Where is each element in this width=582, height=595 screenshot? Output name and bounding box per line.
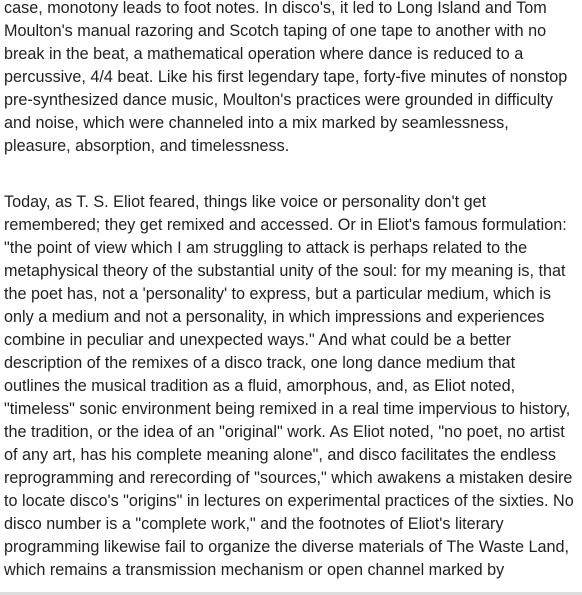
- paragraph-2: [4, 191, 582, 582]
- paragraph-line: remembered; they get remixed and accessed. Or in Eliot's famous formulation:: [4, 216, 567, 234]
- paragraph-line: programming likewise fail to organize the diverse materials of The Waste Land,: [4, 538, 570, 556]
- paragraph-line: "timeless" sonic environment being remixed in a real time impervious to history,: [4, 400, 571, 418]
- paragraph-line: the poet has, not a 'personality' to express, but a particular medium, which is: [4, 285, 551, 303]
- paragraph-line: and noise, which were channeled into a mix marked by seamlessness,: [4, 114, 509, 132]
- paragraph-line: Today, as T. S. Eliot feared, things like voice or personality don't get: [4, 193, 487, 211]
- paragraph-line: description of the remixes of a disco track, one long dance medium that: [4, 354, 516, 372]
- paragraph-line: the tradition, or the idea of an "original" work. As Eliot noted, "no poet, no artist: [4, 423, 565, 441]
- paragraph-line: only a medium and not a personality, in which impressions and experiences: [4, 308, 545, 326]
- paragraph-line: case, monotony leads to foot notes. In disco's, it led to Long Island and Tom: [4, 0, 547, 17]
- paragraph-line: pre-synthesized dance music, Moulton's practices were grounded in difficulty: [4, 91, 553, 109]
- paragraph-line: which remains a transmission mechanism or open channel marked by: [4, 561, 505, 579]
- paragraph-1: [4, 0, 582, 158]
- paragraph-line: percussive, 4/4 beat. Like his first legendary tape, forty-five minutes of nonstop: [4, 68, 568, 86]
- paragraph-line: metaphysical theory of the substantial unity of the soul: for my meaning is, that: [4, 262, 566, 280]
- paragraph-line: to locate disco's "origins" in lectures on experimental practices of the sixties. No: [4, 492, 574, 510]
- paragraph-line: disco number is a "complete work," and the footnotes of Eliot's literary: [4, 515, 504, 533]
- paragraph-line: combine in peculiar and unexpected ways." And what could be a better: [4, 331, 511, 349]
- paragraph-line: outlines the musical tradition as a fluid, amorphous, and, as Eliot noted,: [4, 377, 516, 395]
- paragraph-line: Moulton's manual razoring and Scotch taping of one tape to another with no: [4, 22, 547, 40]
- paragraph-line: pleasure, absorption, and timelessness.: [4, 137, 290, 155]
- paragraph-line: reprogramming and rerecording of "sources," which awakens a mistaken desire: [4, 469, 573, 487]
- paragraph-line: "the point of view which I am struggling to attack is perhaps related to the: [4, 239, 528, 257]
- paragraph-line: of any art, has his complete meaning alone", and disco facilitates the endless: [4, 446, 556, 464]
- paragraph-line: break in the beat, a mathematical operation where dance is reduced to a: [4, 45, 524, 63]
